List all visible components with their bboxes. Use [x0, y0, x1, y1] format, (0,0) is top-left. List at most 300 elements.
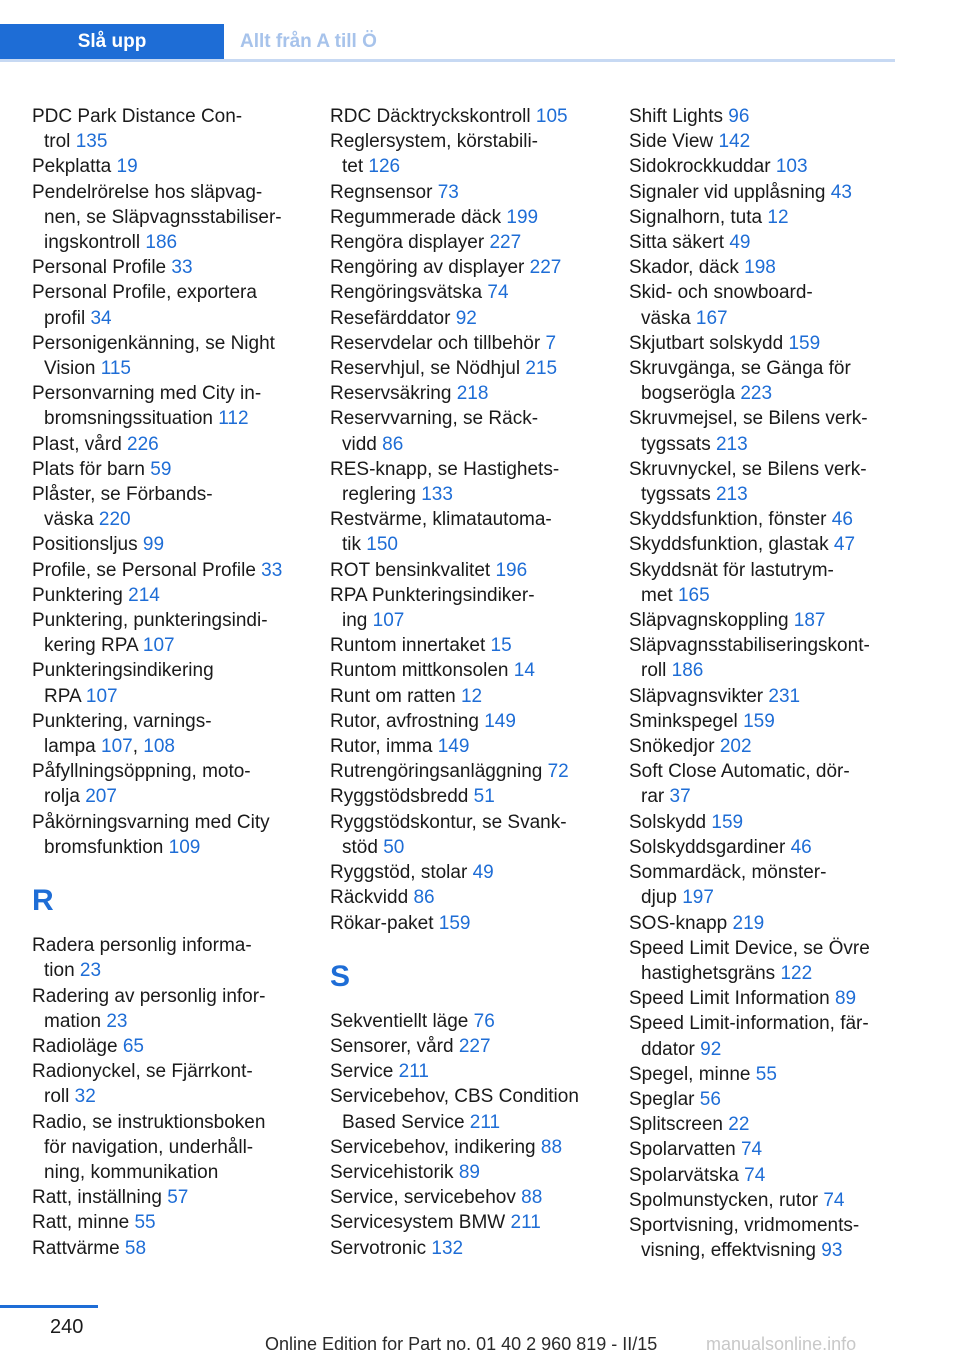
index-entry	[629, 608, 919, 633]
entry-term: ROT bensinkvalitet	[330, 559, 491, 581]
index-entry	[32, 104, 322, 154]
index-entry	[32, 759, 322, 809]
entry-term-continued: roll	[44, 1086, 70, 1108]
entry-term-continued: ingskontroll	[44, 232, 141, 254]
entry-term: Skyddsnät för lastutrym-	[629, 559, 834, 581]
entry-term: Reservdelar och tillbehör	[330, 332, 541, 354]
index-entry	[330, 104, 620, 129]
entry-term: RDC Däcktryckskontroll	[330, 106, 531, 127]
entry-term: Reglersystem, körstabili-	[330, 131, 538, 153]
entry-term: Runtom innertaket	[330, 635, 486, 657]
index-entry	[629, 1188, 919, 1213]
index-entry	[629, 759, 919, 809]
page-reference-link[interactable]: 33	[171, 257, 193, 279]
entry-term: Rutrengöringsanläggning	[330, 761, 543, 783]
page-reference-link[interactable]: 12	[767, 206, 789, 228]
entry-term: Räckvidd	[330, 887, 409, 909]
entry-term: RES-knapp, se Hastighets-	[330, 458, 560, 480]
index-entry	[32, 432, 322, 457]
page-reference-link[interactable]: 93	[821, 1240, 843, 1262]
entry-term-continued: tik	[342, 534, 361, 556]
page-reference-link[interactable]: 107	[101, 736, 133, 758]
entry-term-continued: ing	[342, 610, 368, 632]
index-entry	[330, 331, 620, 356]
page-reference-link[interactable]: 23	[106, 1010, 128, 1032]
entry-term-continued: met	[641, 584, 673, 606]
entry-term: Signaler vid upplåsning	[629, 181, 826, 203]
header-divider	[0, 59, 895, 62]
index-entry	[330, 129, 620, 179]
page-reference-link[interactable]: 86	[382, 433, 404, 455]
page-reference-link[interactable]: 187	[793, 610, 826, 632]
page-reference-link[interactable]: 34	[90, 307, 112, 329]
entry-term-continued: ddator	[641, 1038, 695, 1060]
index-entry	[330, 860, 620, 885]
index-entry	[32, 381, 322, 431]
tab-lookup[interactable]: Slå upp	[0, 24, 224, 59]
page-reference-link[interactable]: 202	[719, 736, 752, 758]
page-reference-link[interactable]: 51	[473, 786, 495, 808]
page-reference-link[interactable]: 198	[744, 257, 776, 279]
page-reference-link[interactable]: 56	[699, 1088, 721, 1110]
index-entry	[32, 1185, 322, 1210]
page-reference-link[interactable]: 149	[484, 710, 516, 732]
index-entry	[330, 406, 620, 456]
entry-term-continued: Vision	[44, 358, 96, 380]
index-entry	[330, 1135, 620, 1160]
page-reference-link[interactable]: 46	[831, 509, 853, 531]
page-reference-link[interactable]: 37	[669, 786, 691, 808]
page-reference-link[interactable]: 211	[510, 1212, 541, 1234]
entry-term: Speed Limit Information	[629, 988, 830, 1010]
index-entry	[629, 507, 919, 532]
page-reference-link[interactable]: 55	[755, 1063, 777, 1085]
page-reference-link[interactable]: 159	[711, 811, 744, 833]
entry-term: Profile, se Personal Profile	[32, 559, 256, 581]
entry-term: Signalhorn, tuta	[629, 206, 763, 228]
page-reference-link[interactable]: 32	[74, 1086, 96, 1108]
index-entry	[32, 933, 322, 983]
index-entry	[330, 205, 620, 230]
index-entry	[629, 230, 919, 255]
page-reference-link[interactable]: 43	[830, 181, 852, 203]
page-reference-link[interactable]: 142	[718, 131, 751, 153]
index-entry	[32, 331, 322, 381]
page-reference-link[interactable]: 159	[788, 332, 821, 354]
entry-term-continued: tygssats	[641, 433, 711, 455]
footer-accent-line	[0, 1305, 98, 1308]
index-column-1	[32, 104, 322, 1261]
index-entry	[330, 230, 620, 255]
page-reference-link[interactable]: 89	[834, 988, 857, 1010]
page-reference-link[interactable]: 92	[455, 307, 477, 329]
entry-term-continued: reglering	[342, 484, 416, 506]
entry-term: Rutor, imma	[330, 736, 433, 758]
page-reference-link[interactable]: 73	[437, 181, 459, 203]
entry-term: Punkteringsindikering	[32, 660, 214, 682]
entry-term: Plast, vård	[32, 433, 122, 455]
entry-term: Runt om ratten	[330, 685, 456, 707]
page-reference-link[interactable]: 12	[460, 685, 483, 707]
index-entry	[32, 457, 322, 482]
index-entry	[330, 280, 620, 305]
entry-term: Personal Profile	[32, 257, 167, 279]
entry-term-continued: roll	[641, 660, 667, 682]
tab-a-to-z[interactable]: Allt från A till Ö	[224, 24, 895, 59]
page-reference-link[interactable]: 199	[506, 206, 539, 228]
index-entry	[629, 936, 919, 986]
page-reference-link[interactable]: 92	[700, 1038, 722, 1060]
page-reference-link[interactable]: 231	[768, 685, 801, 707]
index-entry	[629, 356, 919, 406]
page-reference-link[interactable]: 76	[473, 1010, 495, 1032]
index-entry	[32, 255, 322, 280]
page-reference-link[interactable]: 132	[431, 1237, 464, 1259]
page-reference-link[interactable]: 159	[743, 710, 775, 732]
entry-term-continued: väska	[44, 509, 94, 531]
page-reference-link[interactable]: 227	[458, 1035, 491, 1057]
index-entry	[32, 658, 322, 708]
page-reference-link[interactable]: 109	[168, 836, 201, 858]
index-entry	[330, 1160, 620, 1185]
page-reference-link[interactable]: 213	[715, 433, 748, 455]
page-reference-link[interactable]: 186	[145, 232, 178, 254]
entry-term: Pendelrörelse hos släpvag-	[32, 181, 263, 203]
index-entry	[330, 356, 620, 381]
page-reference-link[interactable]: 74	[744, 1164, 766, 1186]
index-entry	[32, 482, 322, 532]
index-entry	[330, 1084, 620, 1134]
index-entry	[32, 608, 322, 658]
page-reference-link[interactable]: 218	[456, 383, 489, 405]
page-reference-link[interactable]: 88	[540, 1136, 563, 1158]
entry-term: Servicehistorik	[330, 1161, 454, 1183]
entry-term: Ryggstöd, stolar	[330, 862, 468, 884]
index-entry	[629, 1087, 919, 1112]
index-entry	[32, 532, 322, 557]
page-reference-link[interactable]: 103	[775, 156, 808, 178]
entry-term: Sitta säkert	[629, 232, 725, 254]
page-reference-link[interactable]: 196	[495, 559, 528, 581]
page-reference-link[interactable]: 165	[677, 584, 710, 606]
page-reference-link[interactable]: 50	[383, 836, 405, 858]
page-reference-link[interactable]: 23	[79, 960, 102, 982]
entry-term: Speglar	[629, 1088, 695, 1110]
page-reference-link[interactable]: 49	[729, 232, 751, 254]
page-reference-link[interactable]: 15	[490, 635, 512, 657]
entry-term: Spolmunstycken, rutor	[629, 1189, 819, 1211]
index-entry	[32, 180, 322, 256]
entry-term: Sekventiellt läge	[330, 1010, 469, 1032]
entry-term: Ratt, inställning	[32, 1187, 162, 1209]
index-entry	[330, 381, 620, 406]
index-entry	[330, 684, 620, 709]
entry-term-continued: rar	[641, 786, 665, 808]
index-entry	[629, 1213, 919, 1263]
entry-term: Skjutbart solskydd	[629, 332, 784, 354]
entry-term: Rattvärme	[32, 1237, 120, 1259]
page-reference-link[interactable]: 108	[143, 736, 175, 758]
entry-term: Speed Limit Device, se Övre	[629, 937, 870, 959]
entry-term: Shift Lights	[629, 106, 723, 127]
page-reference-link[interactable]: 86	[413, 887, 435, 909]
entry-term: Solskydd	[629, 811, 707, 833]
index-entry	[330, 306, 620, 331]
index-entry	[629, 129, 919, 154]
entry-term: Regnsensor	[330, 181, 433, 203]
page-reference-link[interactable]: 115	[100, 358, 131, 380]
index-entry	[629, 709, 919, 734]
entry-term: Solskyddsgardiner	[629, 836, 786, 858]
index-entry	[330, 810, 620, 860]
entry-term: Reservsäkring	[330, 383, 452, 405]
page-reference-link[interactable]: 219	[732, 912, 765, 934]
page-reference-link[interactable]: 107	[372, 610, 405, 632]
page-reference-link[interactable]: 112	[218, 408, 249, 430]
entry-term-continued: tion	[44, 960, 75, 982]
index-entry	[330, 885, 620, 910]
entry-term: Rengöring av displayer	[330, 257, 525, 279]
entry-term: Släpvagnskoppling	[629, 610, 789, 632]
index-entry	[330, 759, 620, 784]
index-entry	[32, 1236, 322, 1261]
entry-term-continued: tet	[342, 156, 364, 178]
page-reference-link[interactable]: 89	[458, 1161, 480, 1183]
entry-term: Radering av personlig infor-	[32, 985, 266, 1007]
entry-term: Soft Close Automatic, dör-	[629, 761, 850, 783]
entry-term-continued: trol	[44, 131, 71, 153]
entry-term: Splitscreen	[629, 1114, 723, 1136]
entry-term: Servicebehov, indikering	[330, 1136, 536, 1158]
index-column-3	[629, 104, 919, 1263]
page-reference-link[interactable]: 150	[366, 534, 398, 556]
entry-term: Påkörningsvarning med City	[32, 811, 270, 833]
index-entry	[629, 154, 919, 179]
page-reference-link[interactable]: 74	[823, 1189, 845, 1211]
page-reference-link[interactable]: 74	[487, 282, 509, 304]
page-reference-link[interactable]: 159	[438, 912, 471, 934]
index-entry: Punktering, varnings- lampa 107, 108	[32, 710, 212, 758]
page-reference-link[interactable]: 47	[833, 534, 856, 556]
entry-term: Radioläge	[32, 1035, 118, 1057]
page-reference-link[interactable]: 105	[535, 106, 568, 127]
entry-term: Personigenkänning, se Night	[32, 332, 275, 354]
index-entry	[32, 1210, 322, 1235]
page-reference-link[interactable]: 57	[167, 1187, 189, 1209]
index-entry	[330, 658, 620, 683]
index-entry	[629, 734, 919, 759]
entry-term: Spolarvatten	[629, 1139, 736, 1161]
entry-term: Sminkspegel	[629, 710, 738, 732]
index-entry	[330, 1236, 620, 1261]
entry-term: Servicesystem BMW	[330, 1212, 506, 1234]
page-reference-link[interactable]: 227	[489, 232, 522, 254]
entry-term: Personal Profile, exportera	[32, 282, 257, 304]
page-reference-link[interactable]: 167	[695, 307, 728, 329]
entry-term: Servicebehov, CBS Condition	[330, 1086, 579, 1108]
entry-term: SOS-knapp	[629, 912, 728, 934]
index-entry	[32, 558, 322, 583]
index-entry	[629, 633, 919, 683]
index-entry	[629, 1112, 919, 1137]
entry-term-continued: hastighetsgräns	[641, 962, 776, 984]
page-reference-link[interactable]: 55	[134, 1212, 156, 1234]
page-reference-link[interactable]: 223	[740, 383, 773, 405]
page-reference-link[interactable]: 197	[682, 887, 714, 909]
page-reference-link[interactable]: 211	[398, 1061, 429, 1083]
entry-term: Rutor, avfrostning	[330, 710, 479, 732]
page-reference-link[interactable]: 88	[521, 1187, 543, 1209]
entry-term: Släpvagnsvikter	[629, 685, 764, 707]
index-entry	[330, 1059, 620, 1084]
entry-term: Spolarvätska	[629, 1164, 739, 1186]
entry-term: Side View	[629, 131, 714, 153]
page-reference-link[interactable]: 211	[469, 1111, 501, 1133]
index-entry	[32, 984, 322, 1034]
page-reference-link[interactable]: 49	[472, 862, 494, 884]
index-entry	[32, 1110, 322, 1186]
page-reference-link[interactable]: 133	[421, 484, 453, 506]
index-entry	[330, 507, 620, 557]
entry-term: Påfyllningsöppning, moto-	[32, 761, 251, 783]
index-entry	[330, 1034, 620, 1059]
entry-term-continued: bromsfunktion	[44, 836, 164, 858]
entry-term: Snökedjor	[629, 736, 715, 758]
entry-term: Skyddsfunktion, glastak	[629, 534, 829, 556]
entry-term-continued: profil	[44, 307, 86, 329]
index-entry	[629, 1062, 919, 1087]
entry-term: PDC Park Distance Con-	[32, 106, 243, 127]
entry-term-continued: stöd	[342, 836, 378, 858]
entry-term: Restvärme, klimatautoma-	[330, 509, 552, 531]
entry-term: Rengöringsvätska	[330, 282, 483, 304]
entry-term: Skyddsfunktion, fönster	[629, 509, 827, 531]
entry-term-continued: mation	[44, 1010, 102, 1032]
page-reference-link[interactable]: 149	[437, 736, 470, 758]
entry-term-continued: för navigation, underhåll-	[44, 1136, 254, 1158]
index-entry	[629, 558, 919, 608]
entry-term: Rökar-paket	[330, 912, 434, 934]
entry-term: Personvarning med City in-	[32, 383, 262, 405]
entry-term: Skruvnyckel, se Bilens verk-	[629, 458, 867, 480]
page-reference-link[interactable]: 214	[128, 584, 160, 606]
page-reference-link[interactable]: 46	[790, 836, 812, 858]
entry-term: Radio, se instruktionsboken	[32, 1111, 266, 1133]
entry-term-continued: visning, effektvisning	[641, 1240, 816, 1262]
page-reference-link[interactable]: 226	[127, 433, 159, 455]
page-reference-link[interactable]: 220	[98, 509, 131, 531]
page-reference-link[interactable]: 186	[671, 660, 704, 682]
page-reference-link[interactable]: 14	[513, 660, 535, 682]
page-reference-link[interactable]: 215	[525, 358, 558, 380]
entry-term: Reservvarning, se Räck-	[330, 408, 539, 430]
entry-term-continued: lampa	[44, 736, 96, 758]
index-entry	[629, 180, 919, 205]
index-entry	[629, 1163, 919, 1188]
page-reference-link[interactable]: 22	[728, 1114, 750, 1136]
page-reference-link[interactable]: 96	[728, 106, 750, 127]
index-entry	[32, 154, 322, 179]
entry-term: Skador, däck	[629, 257, 739, 279]
index-entry	[330, 709, 620, 734]
page-reference-link[interactable]: 107	[85, 685, 118, 707]
page-reference-link[interactable]: 213	[715, 484, 748, 506]
entry-term: Radera personlig informa-	[32, 935, 252, 957]
index-entry	[629, 104, 919, 129]
page-reference-link[interactable]: 19	[116, 156, 138, 178]
index-entry	[330, 180, 620, 205]
entry-term: Reservhjul, se Nödhjul	[330, 358, 521, 380]
page-reference-link[interactable]: 65	[122, 1035, 144, 1057]
entry-term: Skruvmejsel, se Bilens verk-	[629, 408, 868, 430]
entry-term-continued: nen, se Släpvagnsstabiliser-	[44, 206, 282, 228]
index-entry	[629, 255, 919, 280]
entry-term: Släpvagnsstabiliseringskont-	[629, 635, 870, 657]
index-entry	[330, 911, 620, 936]
index-entry	[629, 684, 919, 709]
entry-term-continued: kering RPA	[44, 635, 138, 657]
entry-term: Speed Limit-information, fär-	[629, 1013, 869, 1035]
page-reference-link[interactable]: 72	[547, 761, 569, 783]
entry-term: Runtom mittkonsolen	[330, 660, 509, 682]
entry-term: Plåster, se Förbands-	[32, 484, 213, 506]
entry-term: Plats för barn	[32, 458, 145, 480]
page-reference-link[interactable]: 207	[85, 786, 117, 808]
page-reference-link[interactable]: 58	[124, 1237, 147, 1259]
entry-term: Servotronic	[330, 1237, 427, 1259]
edition-note: Online Edition for Part no. 01 40 2 960 819 - II/15	[265, 1334, 658, 1354]
page-reference-link[interactable]: 99	[142, 534, 165, 556]
entry-term: Punktering	[32, 584, 123, 606]
index-entry	[330, 255, 620, 280]
entry-term: Ryggstödskontur, se Svank-	[330, 811, 567, 833]
entry-term-continued: bogserögla	[641, 383, 736, 405]
entry-term: Skruvgänga, se Gänga för	[629, 358, 851, 380]
page-reference-link[interactable]: 59	[150, 458, 172, 480]
page-reference-link[interactable]: 126	[368, 156, 401, 178]
entry-term: Ratt, minne	[32, 1212, 130, 1234]
page-reference-link[interactable]: 135	[75, 131, 108, 153]
page-reference-link[interactable]: 33	[261, 559, 283, 581]
page-reference-link[interactable]: 227	[529, 257, 562, 279]
top-navigation	[0, 24, 895, 62]
page-reference-link[interactable]: 122	[780, 962, 813, 984]
entry-term: Punktering, punkteringsindi-	[32, 610, 268, 632]
page-reference-link[interactable]: 74	[740, 1139, 763, 1161]
index-entry	[330, 457, 620, 507]
index-entry	[32, 1034, 322, 1059]
page-reference-link[interactable]: 107	[142, 635, 175, 657]
index-entry	[629, 911, 919, 936]
section-letter: S	[330, 959, 351, 993]
entry-term: Spegel, minne	[629, 1063, 751, 1085]
page-reference-link[interactable]: 7	[545, 332, 557, 354]
entry-term-continued: Based Service	[342, 1111, 465, 1133]
entry-term: Service	[330, 1061, 394, 1083]
page-number: 240	[50, 1316, 84, 1338]
index-entry	[330, 558, 620, 583]
index-entry	[32, 810, 322, 860]
entry-term: Skid- och snowboard-	[629, 282, 813, 304]
entry-term: Sommardäck, mönster-	[629, 862, 827, 884]
entry-term-continued: RPA	[44, 685, 81, 707]
entry-term: Regummerade däck	[330, 206, 502, 228]
watermark: manualsonline.info	[706, 1334, 857, 1354]
index-entry	[330, 734, 620, 759]
entry-term: Sportvisning, vridmoments-	[629, 1214, 860, 1236]
entry-term-continued: djup	[641, 887, 677, 909]
index-entry	[629, 986, 919, 1011]
